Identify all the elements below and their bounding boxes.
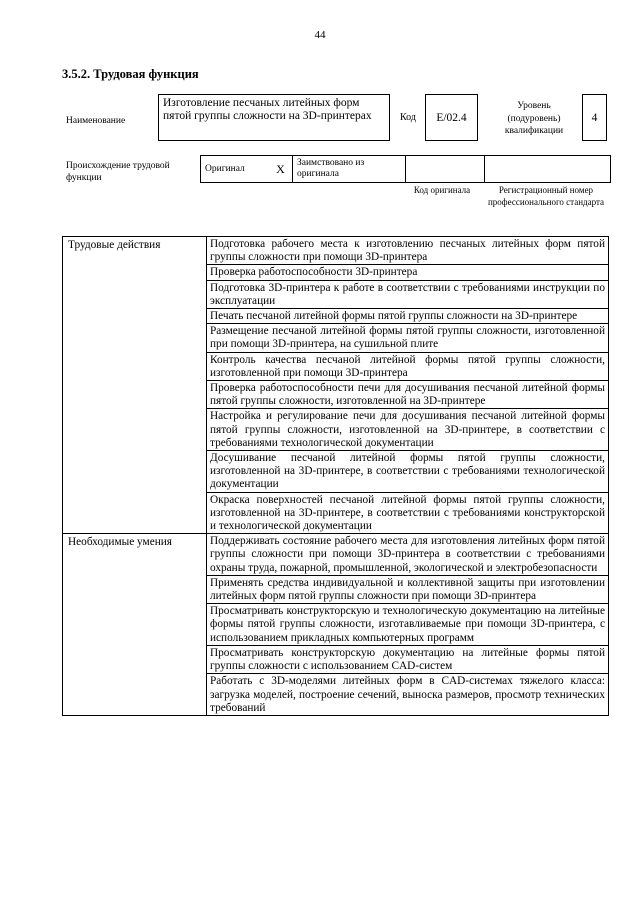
required-skill-item: Просматривать конструкторскую документацию на литейные формы пятой группы сложности с использованием CAD-систем [207,645,609,673]
labor-action-row [63,237,609,265]
reg-number-caption: Регистрационный номер профессионального стандарта [487,185,605,207]
labor-action-item: Окраска поверхностей песчаной литейной формы пятой группы сложности, изготовленной на 3D-принтере, в соответствии с требованиями конструкторской и технологической документации [207,492,609,534]
labor-action-item: Контроль качества песчаной литейной формы пятой группы сложности, изготовленной при помощи 3D-принтера [207,352,609,380]
required-skill-item: Просматривать конструкторскую и технологическую документацию на литейные формы пятой группы сложности, изготавливаемые при помощи 3D-принтера, с использованием прикладных компьютерных программ [207,604,609,646]
labor-action-item: Проверка работоспособности печи для досушивания песчаной литейной формы пятой группы сложности, изготовленной на 3D-принтере [207,381,609,409]
borrowed-label: Заимствовано из оригинала [293,156,406,182]
code-original-cell [406,156,485,182]
labor-action-item: Размещение песчаной литейной формы пятой группы сложности, изготовленной при помощи 3D-принтера, на сушильной плите [207,324,609,352]
required-skill-header: Необходимые умения [63,534,207,716]
level-value: 4 [591,111,598,124]
labor-action-item: Настройка и регулирование печи для досушивания песчаной литейной формы пятой группы сложности, изготовленной на 3D-принтере, в соответствии с требованиями технологической документации [207,409,609,451]
required-skill-item: Работать с 3D-моделями литейных форм в CAD-системах тяжелого класса: загрузка моделей, построение сечений, выноска размеров, просмотр технических требований [207,674,609,716]
section-title: 3.5.2. Трудовая функция [62,67,199,81]
origin-grid [200,155,611,183]
labor-action-item: Досушивание песчаной литейной формы пятой группы сложности, изготовленной на 3D-принтере, в соответствии с требованиями технологической документации [207,451,609,493]
level-value-box [582,94,607,141]
code-value: E/02.4 [436,111,467,124]
origin-label: Происхождение трудовой функции [66,161,170,183]
original-mark: X [269,156,293,182]
labor-action-item: Проверка работоспособности 3D-принтера [207,265,609,280]
code-original-caption: Код оригинала [413,185,471,195]
code-value-box [425,94,478,141]
labor-action-item: Печать песчаной литейной формы пятой группы сложности на 3D-принтере [207,309,609,324]
reg-number-cell [485,156,610,182]
page-number: 44 [314,29,326,41]
labor-action-item: Подготовка рабочего места к изготовлению песчаных литейных форм пятой группы сложности при помощи 3D-принтера [207,237,609,265]
required-skill-item: Поддерживать состояние рабочего места для изготовления литейных форм пятой группы сложности при помощи 3D-принтера в соответствии с требованиями охраны труда, пожарной, промышленной, экологической и электробезопасности [207,534,609,576]
code-label: Код [400,112,416,123]
function-table-body [63,237,609,716]
name-value-box [158,94,390,141]
name-label: Наименование [66,116,126,126]
original-label: Оригинал [205,163,245,174]
required-skill-item: Применять средства индивидуальной и коллективной защиты при изготовлении литейных форм пятой группы сложности при помощи 3D-принтера [207,575,609,603]
name-value: Изготовление песчаных литейных форм пятой группы сложности на 3D-принтерах [163,97,372,122]
function-table [62,236,609,716]
labor-action-item: Подготовка 3D-принтера к работе в соответствии с требованиями инструкции по эксплуатации [207,280,609,308]
labor-action-header: Трудовые действия [63,237,207,534]
level-label: Уровень (подуровень) квалификации [504,101,564,136]
required-skill-row [63,534,609,576]
